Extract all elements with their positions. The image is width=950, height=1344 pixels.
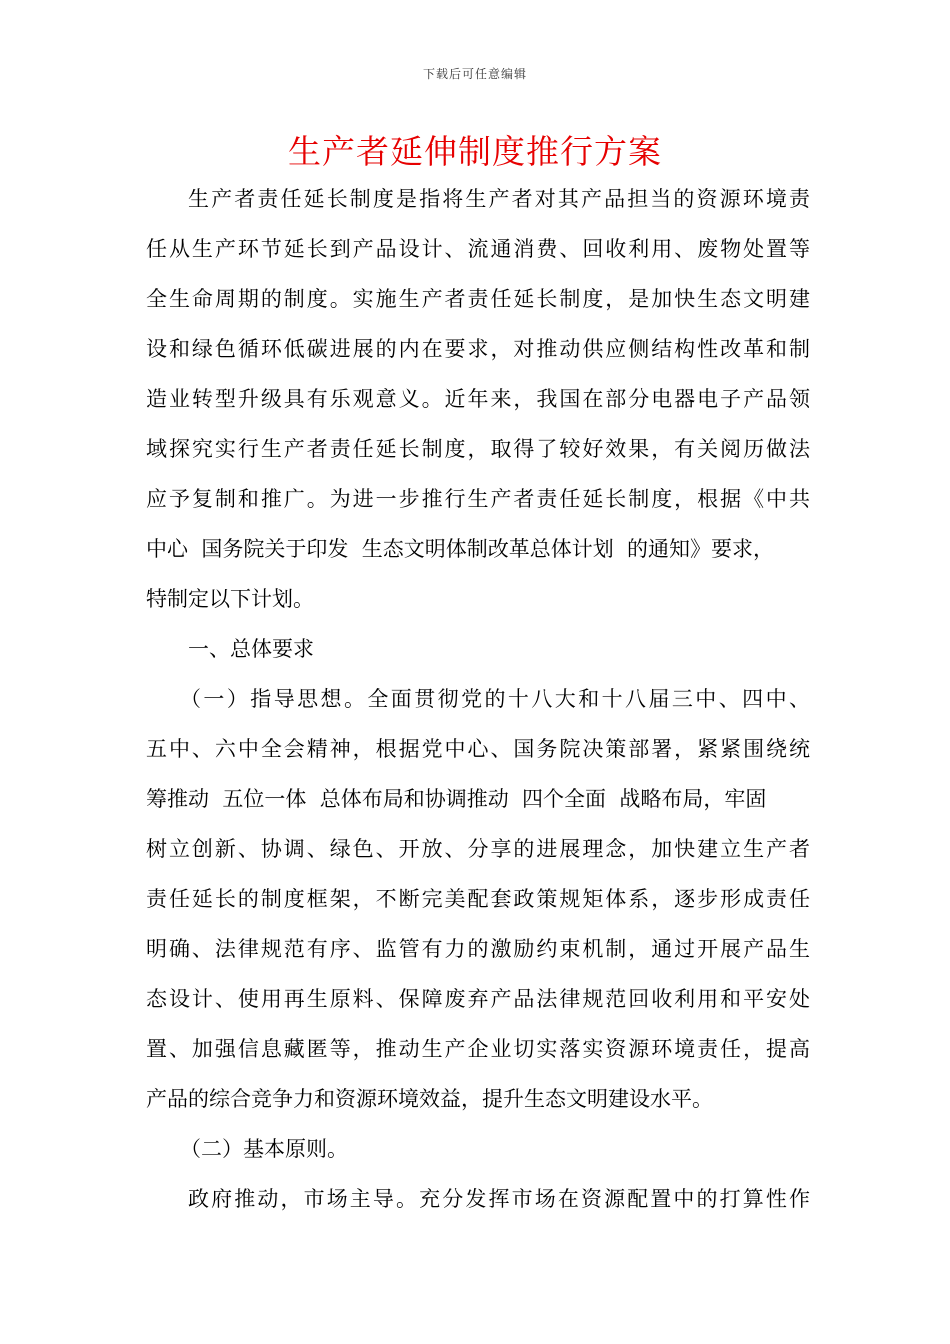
- paragraph-line: 产品的综合竞争力和资源环境效益，提升生态文明建设水平。: [146, 1087, 713, 1111]
- paragraph-line: 明确、法律规范有序、监管有力的激励约束机制，通过开展产品生: [146, 937, 810, 961]
- paragraph-line: 应予复制和推广。为进一步推行生产者责任延长制度，根据《中共: [146, 487, 810, 511]
- subsection-heading: （二）基本原则。: [180, 1137, 348, 1161]
- paragraph-line: 生产者责任延长制度是指将生产者对其产品担当的资源环境责: [188, 187, 810, 211]
- paragraph-line: 域探究实行生产者责任延长制度，取得了较好效果，有关阅历做法: [146, 437, 810, 461]
- paragraph-line: 特制定以下计划。: [146, 587, 314, 611]
- paragraph-line: 中心 国务院关于印发 生态文明体制改革总体计划 的通知》要求，: [146, 537, 775, 561]
- subsection-heading: （一）指导思想。全面贯彻党的十八大和十八届三中、四中、: [180, 687, 810, 711]
- paragraph-line: 造业转型升级具有乐观意义。近年来，我国在部分电器电子产品领: [146, 387, 810, 411]
- document-title: 生产者延伸制度推行方案: [288, 132, 662, 171]
- paragraph-line: 政府推动，市场主导。充分发挥市场在资源配置中的打算性作: [188, 1187, 810, 1211]
- paragraph-line: 筹推动 五位一体 总体布局和协调推动 四个全面 战略布局，牢固: [146, 787, 767, 811]
- paragraph-line: 五中、六中全会精神，根据党中心、国务院决策部署，紧紧围绕统: [146, 737, 810, 761]
- section-heading: 一、总体要求: [188, 637, 314, 661]
- paragraph-line: 置、加强信息藏匿等，推动生产企业切实落实资源环境责任，提高: [146, 1037, 810, 1061]
- paragraph-line: 态设计、使用再生原料、保障废弃产品法律规范回收利用和平安处: [146, 987, 810, 1011]
- paragraph-line: 责任延长的制度框架，不断完美配套政策规矩体系，逐步形成责任: [146, 887, 810, 911]
- header-note: 下载后可任意编辑: [422, 67, 527, 81]
- paragraph-line: 任从生产环节延长到产品设计、流通消费、回收利用、废物处置等: [146, 237, 810, 261]
- paragraph-line: 树立创新、协调、绿色、开放、分享的进展理念，加快建立生产者: [146, 837, 810, 861]
- paragraph-line: 全生命周期的制度。实施生产者责任延长制度，是加快生态文明建: [146, 287, 810, 311]
- paragraph-line: 设和绿色循环低碳进展的内在要求，对推动供应侧结构性改革和制: [146, 337, 810, 361]
